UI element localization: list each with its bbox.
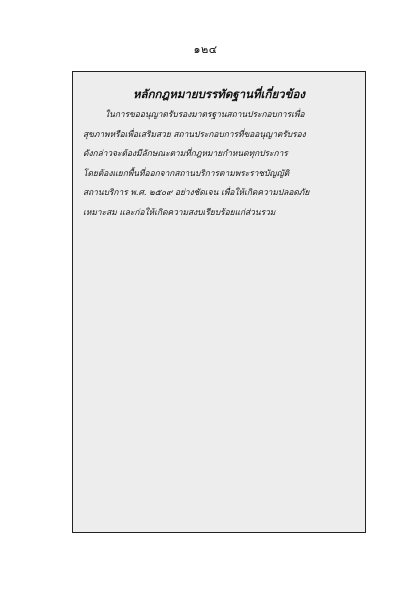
box-body [83,105,355,222]
body-line: ในการขออนุญาตรับรองมาตรฐานสถานประกอบการเพื่อ [105,109,305,119]
body-line: เหมาะสม และก่อให้เกิดความสงบเรียบร้อยแก่ส่วนรวม [83,206,276,217]
body-line: โดยต้องแยกพื้นที่ออกจากสถานบริการตามพระราชบัญญัติ [83,167,290,178]
body-line: ดังกล่าวจะต้องมีลักษณะตามที่กฎหมายกำหนดทุกประการ [83,148,288,158]
page-number: ๑๒๔ [193,43,218,56]
body-line: สถานบริการ พ.ศ. ๒๕๐๙ อย่างชัดเจน เพื่อให้เกิดความปลอดภัย [83,187,310,197]
box-heading: หลักกฎหมายบรรทัดฐานที่เกี่ยวข้อง [132,87,306,101]
legal-principle-box [72,71,366,533]
body-line: สุขภาพหรือเพื่อเสริมสวย สถานประกอบการที่ขออนุญาตรับรอง [83,128,306,139]
